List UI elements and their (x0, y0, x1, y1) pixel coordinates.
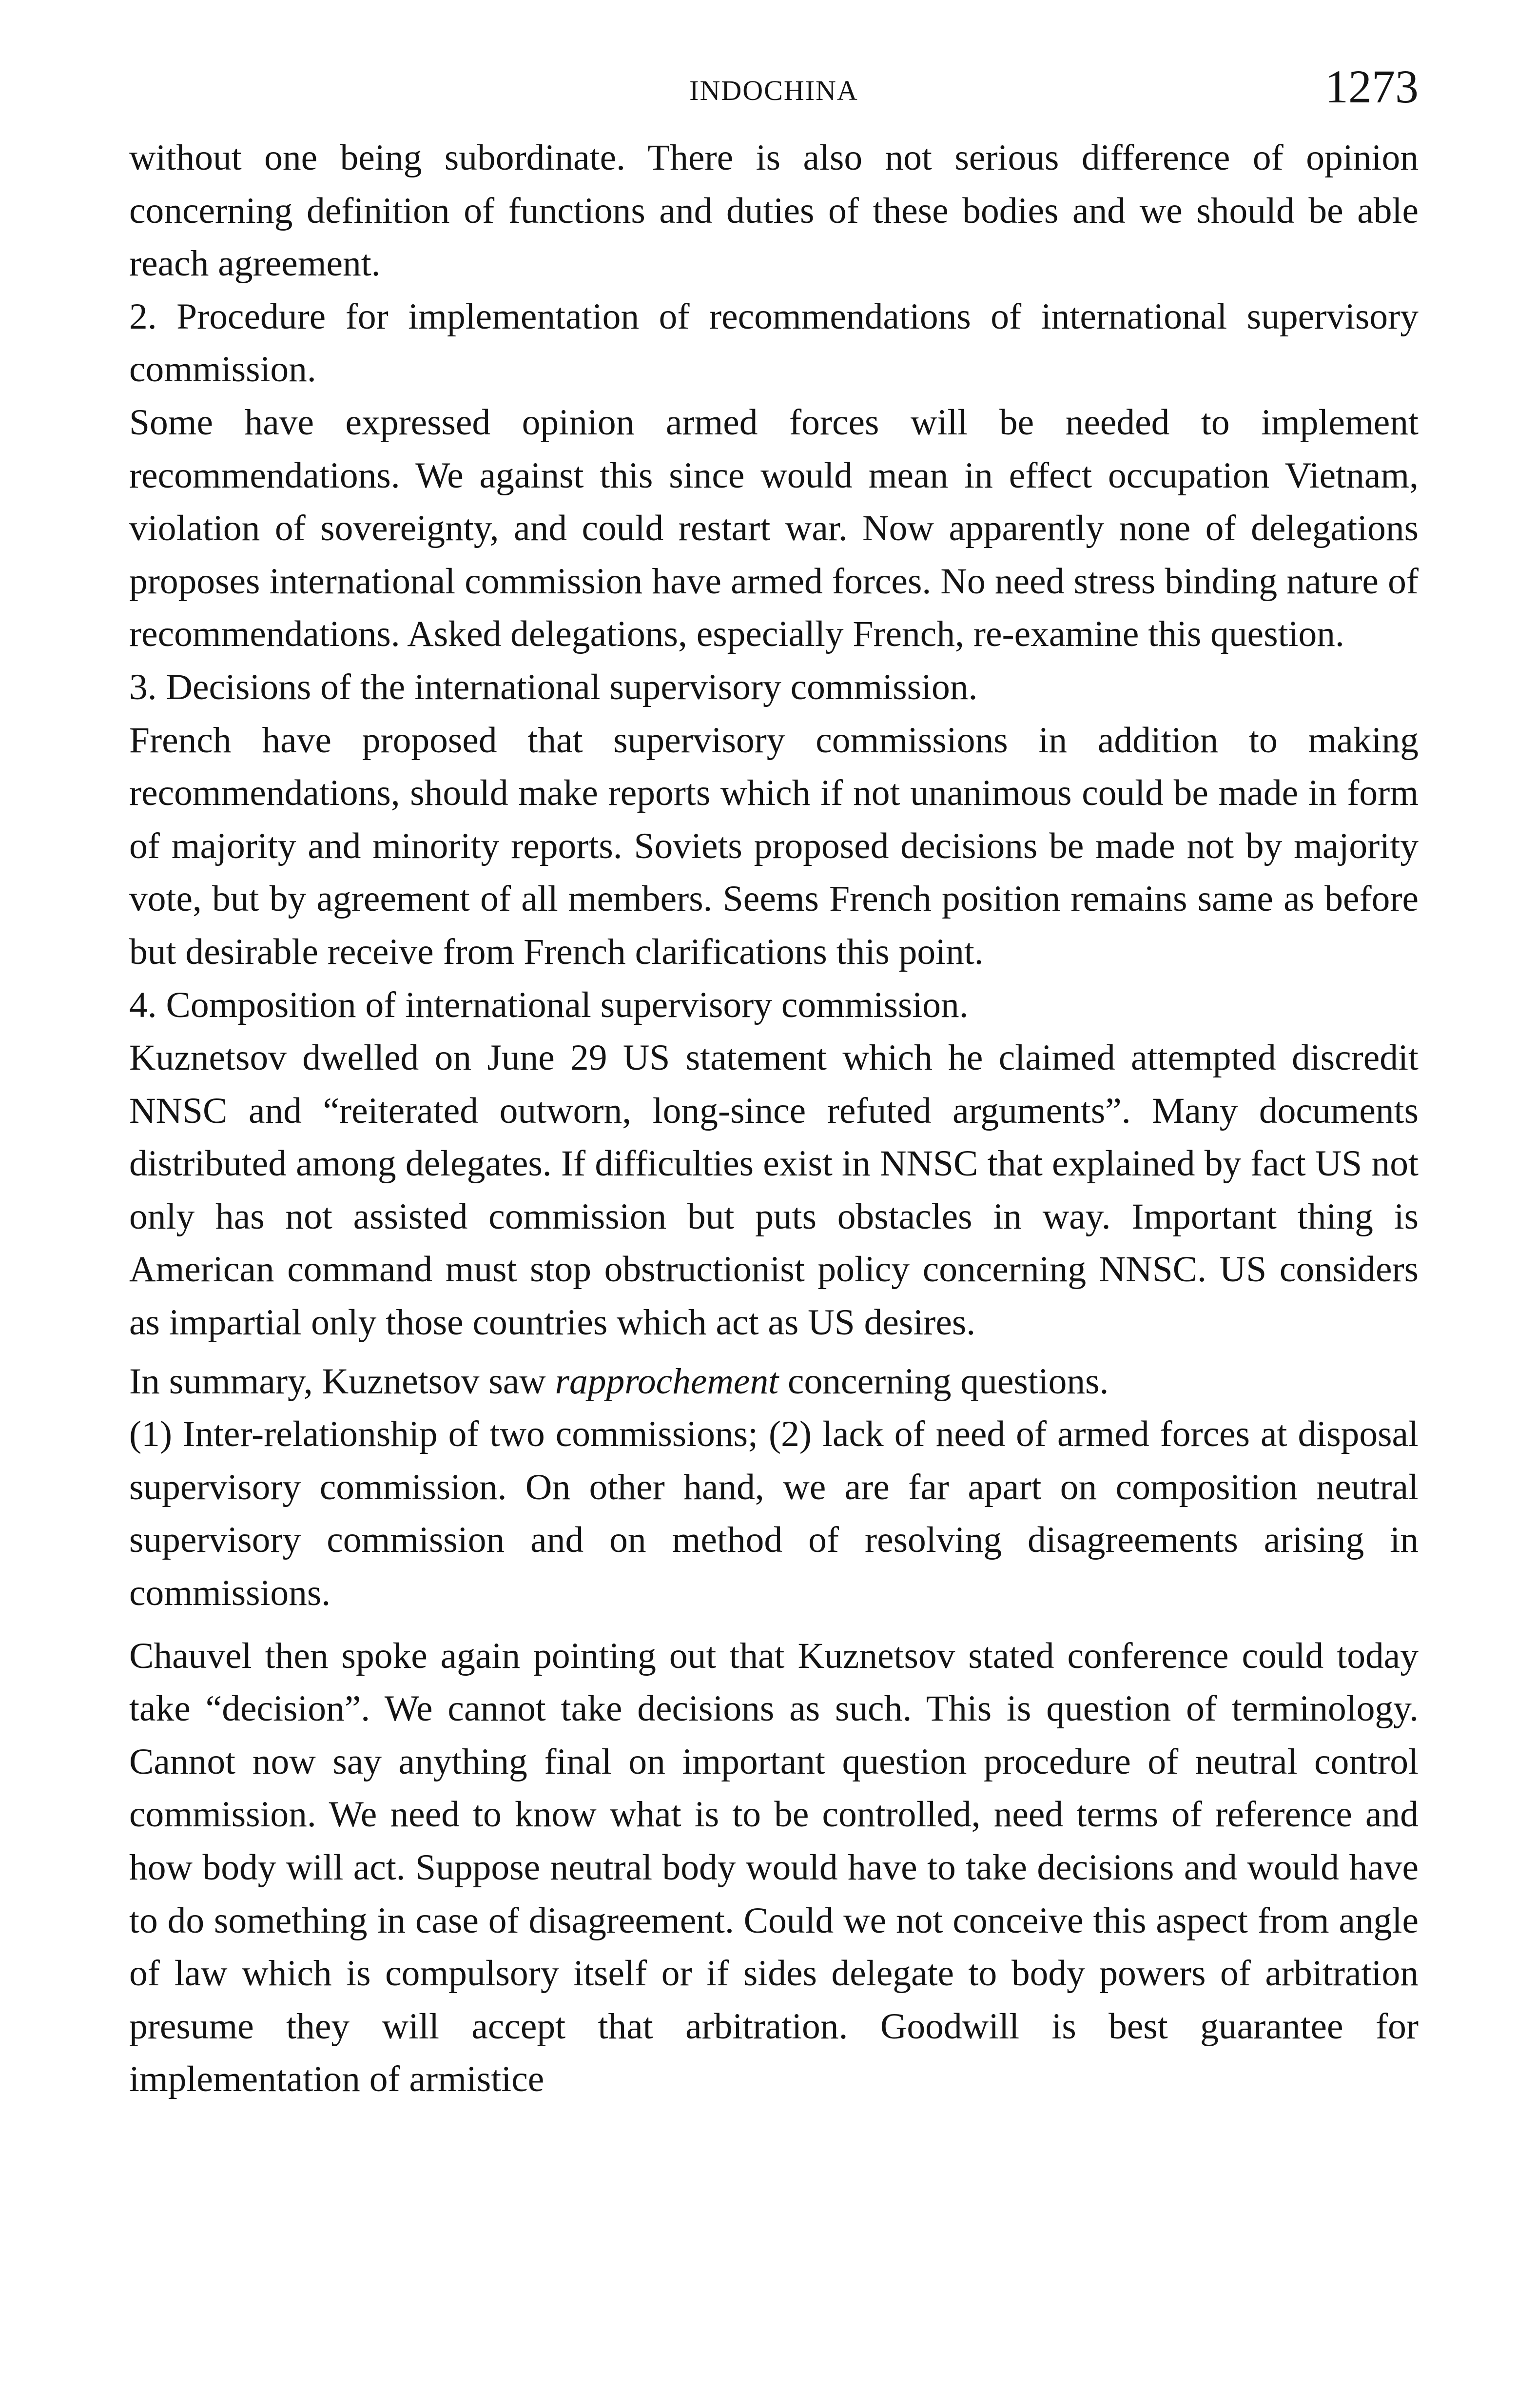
heading-composition: 4. Composition of international supervisory commission. (129, 984, 969, 1025)
summary-italic-term: rapprochement (555, 1361, 779, 1402)
page-number: 1273 (1325, 60, 1419, 113)
running-title: INDOCHINA (689, 75, 858, 106)
paragraph-armed-forces: Some have expressed opinion armed forces will be needed to implement recommendations. We against this since would mean in effect occupation Vietnam, violation of sovereignty, and could restart war. Now apparently none of delegations proposes international commission have armed forces. No need stress binding nature of recommendations. Asked delegations, especially French, re-examine this question. (129, 402, 1419, 655)
heading-decisions: 3. Decisions of the international supervisory commission. (129, 666, 978, 707)
heading-procedure: 2. Procedure for implementation of recommendations of international supervisory commission. (129, 296, 1419, 390)
summary-text-start: In summary, Kuznetsov saw (129, 1361, 555, 1402)
paragraph-continuation: without one being subordinate. There is also not serious difference of opinion concerning definition of functions and duties of these bodies and we should be able reach agreement. (129, 137, 1419, 284)
paragraph-chauvel: Chauvel then spoke again pointing out that Kuznetsov stated conference could today take “decision”. We cannot take decisions as such. This is question of terminology. Cannot now say anything final on important question procedure of neutral control commission. We need to know what is to be controlled, need terms of reference and how body will act. Suppose neutral body would have to take decisions and would have to do something in case of disagreement. Could we not conceive this aspect from angle of law which is compulsory itself or if sides delegate to body powers of arbitration presume they will accept that arbitration. Goodwill is best guarantee for implementation of armistice (129, 1635, 1419, 2100)
summary-text-end: concerning questions. (778, 1361, 1109, 1402)
paragraph-summary-points: (1) Inter-relationship of two commissions; (2) lack of need of armed forces at disposal supervisory commission. On other hand, we are far apart on composition neutral supervisory commission and on method of resolving disagreements arising in commissions. (129, 1414, 1419, 1614)
paragraph-french-proposal: French have proposed that supervisory commissions in addition to making recommendations, should make reports which if not unanimous could be made in form of majority and minority reports. Soviets proposed decisions be made not by majority vote, but by agreement of all members. Seems French position remains same as before but desirable receive from French clarifications this point. (129, 720, 1419, 972)
running-header (129, 60, 1419, 132)
body-text (129, 132, 1419, 2106)
document-page (129, 60, 1419, 2106)
paragraph-summary (129, 1355, 1419, 1409)
paragraph-kuznetsov: Kuznetsov dwelled on June 29 US statement which he claimed attempted discredit NNSC and “reiterated outworn, long-since refuted arguments”. Many documents distributed among delegates. If difficulties exist in NNSC that explained by fact US not only has not assisted commission but puts obstacles in way. Important thing is American command must stop obstructionist policy concerning NNSC. US considers as impartial only those countries which act as US desires. (129, 1038, 1419, 1343)
